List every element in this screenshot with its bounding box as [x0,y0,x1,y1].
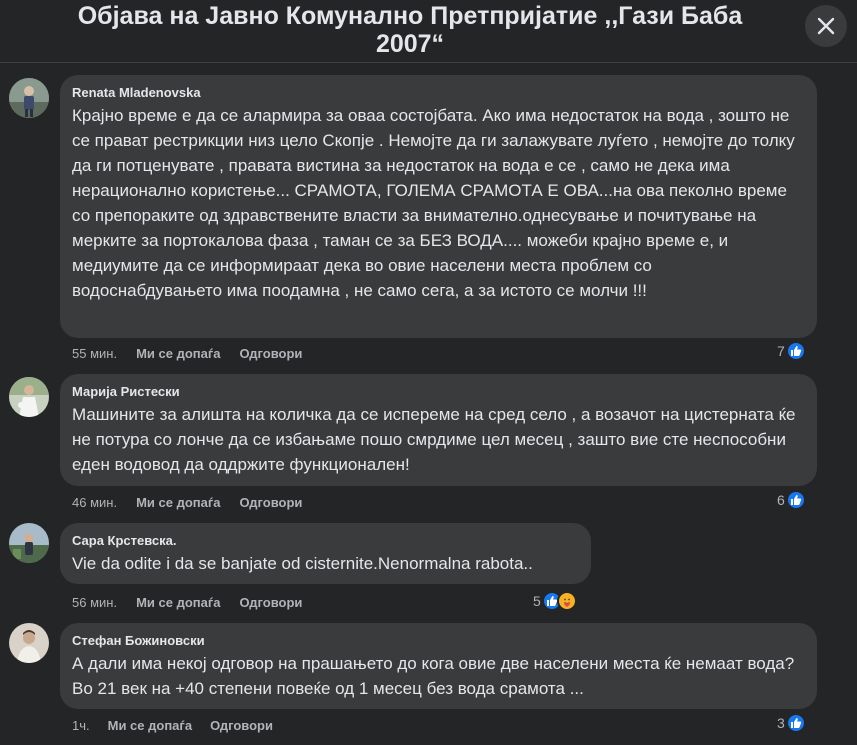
reaction-summary[interactable] [777,490,806,510]
reaction-count: 7 [777,343,785,359]
comment-time[interactable]: 46 мин. [72,495,118,510]
reply-button[interactable]: Одговори [210,718,273,733]
header-divider [0,62,857,63]
comment-bubble [60,75,817,338]
comment-bubble [60,523,591,584]
comment-bubble [60,374,817,486]
comment-author[interactable]: Марија Ристески [72,384,180,399]
reply-button[interactable]: Одговори [239,346,303,361]
like-reaction-icon [786,341,806,361]
title-line-1: Објава на Јавно Комунално Претпријатие ,,Гази Баба [77,2,743,30]
title-line-2: 2007“ [375,30,445,58]
like-reaction-icon [786,490,806,510]
reaction-summary[interactable] [777,713,806,733]
like-button[interactable]: Ми се допаѓа [107,718,193,733]
like-button[interactable]: Ми се допаѓа [136,495,221,510]
comment-bubble [60,623,817,709]
comment-time[interactable]: 56 мин. [72,595,118,610]
comment-author[interactable]: Стефан Божиновски [72,633,205,648]
reaction-count: 5 [533,593,541,609]
dialog-header [0,0,857,62]
comment-author[interactable]: Renata Mladenovska [72,85,201,100]
comment-time[interactable]: 1ч. [72,718,90,733]
comment-text: Vie da odite i da se banjate od cisternite.Nenormalna rabota.. [72,554,533,573]
person-avatar-icon [9,623,49,663]
avatar[interactable] [9,78,49,118]
comment-author[interactable]: Сара Крстевска. [72,533,177,548]
comment-text: А дали има некој одговор на прашањето до кога овие две населени места ќе немаат вода? Во 21 век на +40 степени повеќе од 1 месец без вода срамота ... [72,654,795,698]
avatar[interactable] [9,523,49,563]
comment-actions [72,718,273,734]
comment-time[interactable]: 55 мин. [72,346,118,361]
dialog-title [60,2,760,58]
comment-actions [72,595,302,611]
comment-actions [72,346,302,362]
close-button[interactable] [805,5,847,47]
like-button[interactable]: Ми се допаѓа [136,346,221,361]
avatar[interactable] [9,377,49,417]
reaction-count: 3 [777,715,785,731]
comment-actions [72,495,302,511]
care-reaction-icon [557,591,577,611]
like-button[interactable]: Ми се допаѓа [136,595,221,610]
comment-text: Машините за алишта на количка да се испереме на сред село , а возачот на цистерната ќе не потура со лонче да се избањаме пошо смрдиме цел месец , зашто вие сте неспособни еден водовод да оддржите функционален! [72,405,796,474]
reply-button[interactable]: Одговори [239,595,303,610]
person-avatar-icon [9,78,49,118]
like-reaction-icon [786,713,806,733]
avatar[interactable] [9,623,49,663]
comment-text: Крајно време е да се алармира за оваа состојбата. Ако има недостаток на вода , зошто не се прават рестрикции низ цело Скопје . Немојте да ги залажувате луѓето , немојте до толку да ги потценувате , правата вистина за недостаток на вода е се , само не дека има нерационално користење... СРАМОТА, ГОЛЕМА СРАМОТА Е ОВА...на ова пеколно време со препораките од здравствените власти за внимателно.однесување и почитување на мерките за портокалова фаза , таман се за БЕЗ ВОДА.... можеби крајно време е, и медиумите да се информираат дека во овие населени места проблем со водоснабдувањето има поодамна , не само сега, а за истото се молчи !!! [72,106,795,300]
reaction-summary[interactable] [533,591,577,611]
person-avatar-icon [9,377,49,417]
reaction-summary[interactable] [777,341,806,361]
person-avatar-icon [9,523,49,563]
close-icon [817,17,835,35]
reply-button[interactable]: Одговори [239,495,303,510]
reaction-count: 6 [777,492,785,508]
